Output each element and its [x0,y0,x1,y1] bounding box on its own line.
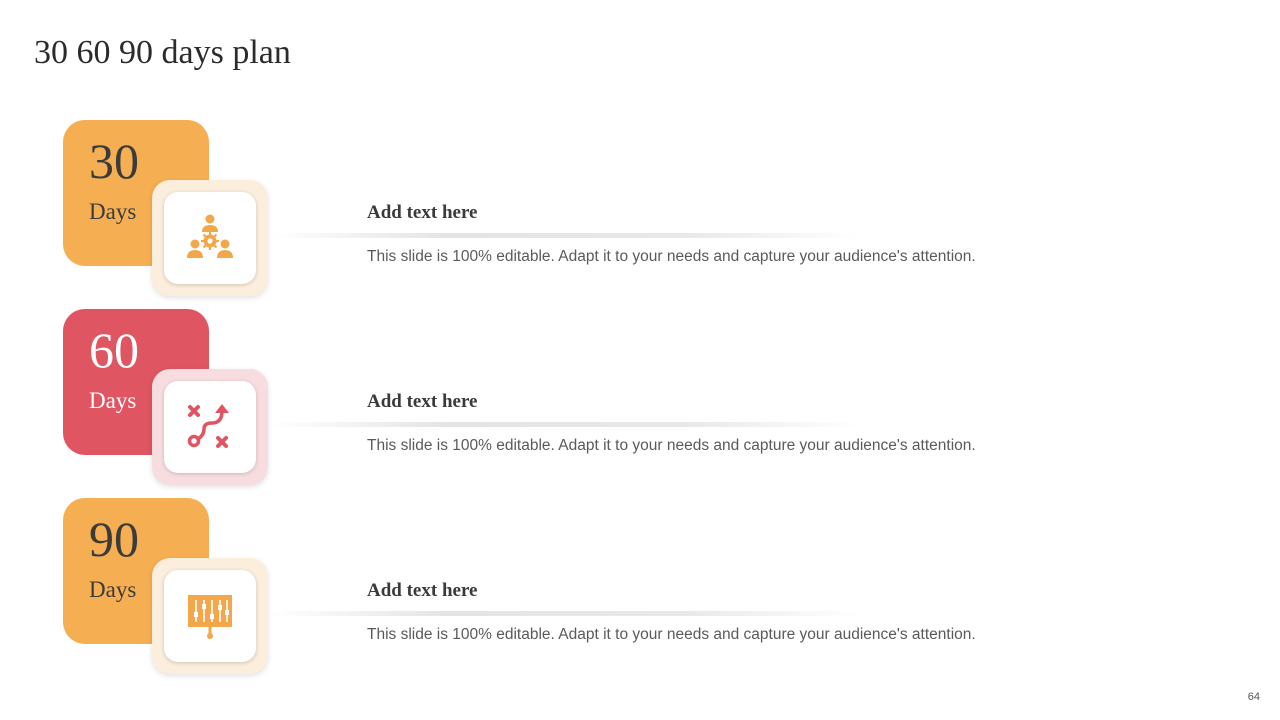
divider-line [270,611,860,616]
icon-frame-60 [152,369,268,485]
days-number: 30 [89,133,139,189]
row-description: This slide is 100% editable. Adapt it to your needs and capture your audience's attention. [367,626,976,643]
row-description: This slide is 100% editable. Adapt it to your needs and capture your audience's attention. [367,437,976,454]
row-description: This slide is 100% editable. Adapt it to your needs and capture your audience's attention. [367,248,976,265]
presentation-chart-icon [164,570,256,662]
plan-row-60 [0,309,1280,489]
row-heading: Add text here [367,202,478,223]
icon-frame-30 [152,180,268,296]
plan-row-30 [0,120,1280,300]
plan-row-90 [0,498,1280,678]
slide-title: 30 60 90 days plan [34,34,291,71]
days-number: 90 [89,511,139,567]
days-label: Days [89,388,137,413]
row-heading: Add text here [367,580,478,601]
divider-line [270,422,860,427]
days-label: Days [89,577,137,602]
team-gear-icon [164,192,256,284]
divider-line [270,233,860,238]
strategy-arrow-icon [164,381,256,473]
days-number: 60 [89,322,139,378]
page-number: 64 [1247,691,1260,703]
days-label: Days [89,199,137,224]
icon-frame-90 [152,558,268,674]
row-heading: Add text here [367,391,478,412]
